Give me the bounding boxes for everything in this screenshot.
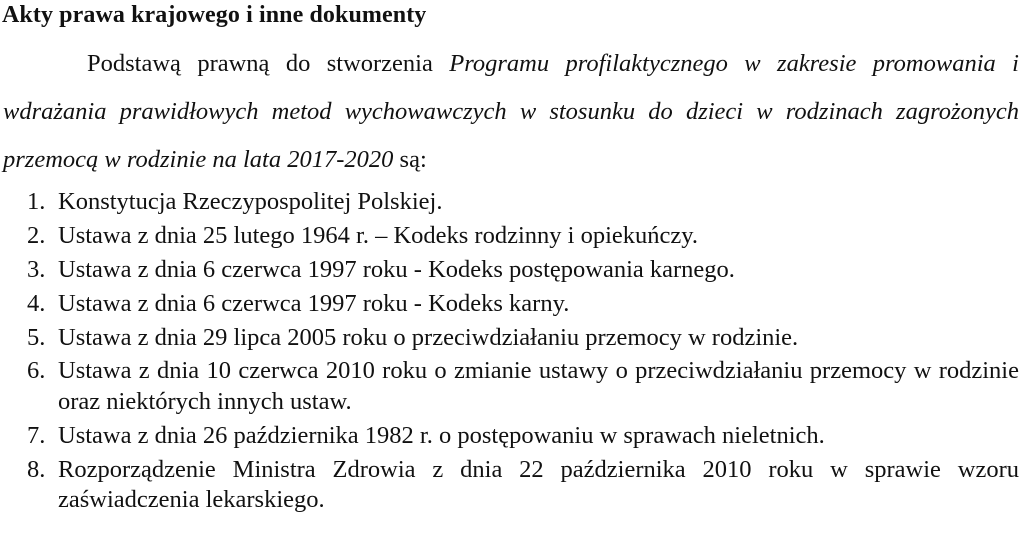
list-item-number: 4. bbox=[27, 289, 46, 317]
list-item bbox=[0, 221, 1019, 252]
list-item-number: 1. bbox=[27, 188, 46, 215]
legal-acts-list bbox=[0, 187, 1019, 519]
intro-lead: Podstawą prawną do stworzenia bbox=[87, 50, 433, 77]
list-item-number: 6. bbox=[27, 357, 46, 385]
program-title: Programu profilaktycznego w zakresie promowania i wdrażania prawidłowych metod wychowawczych w stosunku do dzieci w rodzinach zagrożonych przemocą w rodzinie na lata 2017-2020 bbox=[3, 50, 1019, 173]
list-item-text: Konstytucja Rzeczypospolitej Polskiej. bbox=[58, 188, 443, 215]
section-heading: Akty prawa krajowego i inne dokumenty bbox=[2, 2, 427, 28]
list-item-text: Ustawa z dnia 29 lipca 2005 roku o przeciwdziałaniu przemocy w rodzinie. bbox=[58, 323, 799, 351]
list-item-number: 5. bbox=[27, 323, 46, 351]
list-item-text: Ustawa z dnia 25 lutego 1964 r. – Kodeks rodzinny i opiekuńczy. bbox=[58, 221, 699, 249]
list-item-number: 3. bbox=[27, 255, 46, 283]
list-item-text: Ustawa z dnia 10 czerwca 2010 roku o zmianie ustawy o przeciwdziałaniu przemocy w rodzinie oraz niektórych innych ustaw. bbox=[58, 357, 1019, 415]
list-item-text: Ustawa z dnia 26 października 1982 r. o postępowaniu w sprawach nieletnich. bbox=[58, 421, 825, 449]
list-item bbox=[0, 323, 1019, 354]
intro-paragraph bbox=[3, 40, 1019, 184]
list-item-number: 2. bbox=[27, 221, 46, 249]
list-item bbox=[0, 356, 1019, 417]
list-item-text: Rozporządzenie Ministra Zdrowia z dnia 22 października 2010 roku w sprawie wzoru zaświadczenia lekarskiego. bbox=[58, 455, 1019, 514]
list-item bbox=[0, 455, 1019, 516]
list-item-text: Ustawa z dnia 6 czerwca 1997 roku - Kodeks karny. bbox=[58, 289, 570, 317]
intro-tail: są: bbox=[399, 146, 427, 173]
list-item-number: 7. bbox=[27, 421, 46, 449]
list-item-number: 8. bbox=[27, 455, 46, 483]
list-item bbox=[0, 421, 1019, 452]
list-item bbox=[0, 187, 1019, 218]
list-item-text: Ustawa z dnia 6 czerwca 1997 roku - Kodeks postępowania karnego. bbox=[58, 255, 735, 283]
list-item bbox=[0, 289, 1019, 320]
list-item bbox=[0, 255, 1019, 286]
